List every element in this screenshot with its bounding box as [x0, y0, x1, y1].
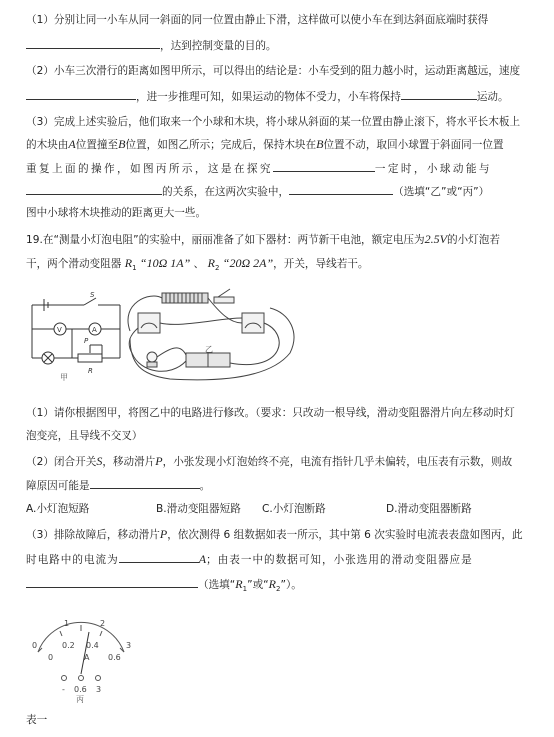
ammeter-dial-bing	[26, 612, 136, 704]
q18-part1-line2: ，达到控制变量的目的。	[26, 37, 277, 53]
option-b[interactable]: B.滑动变阻器短路	[156, 503, 241, 515]
q19-part3-line3: （选填“$R_1$”或“$R_2$”）。	[26, 576, 302, 596]
option-a[interactable]: A.小灯泡短路	[26, 503, 90, 515]
dial-top-tick: 2	[100, 619, 106, 628]
ammeter-label: A	[92, 326, 97, 334]
option-d[interactable]: D.滑动变阻器断路	[386, 503, 472, 515]
answer-blank[interactable]	[26, 37, 160, 49]
terminal-label: -	[62, 685, 65, 694]
q18-part3-line5: 图中小球将木块推动的距离更大一些。	[26, 207, 207, 219]
q18-part3-line1: （3）完成上述实验后，他们取来一个小球和木块，将小球从斜面的某一位置由静止滚下，将水平长木板上	[26, 116, 521, 128]
answer-blank[interactable]	[26, 576, 198, 588]
switch-label: S	[90, 291, 95, 299]
q19-part3-line2: 时电路中的电流为 A；由表一中的数据可知，小张选用的滑动变阻器应是	[26, 552, 473, 566]
circuit-figures	[20, 283, 320, 383]
dial-top-tick: 3	[126, 641, 132, 650]
q18-part3-line2: 的木块由A位置撞至B位置，如图乙所示；完成后，保持木块在B位置不动，取回小球置于斜面同一位置	[26, 137, 504, 151]
q19-part1-line2: 泡变亮，且导线不交叉）	[26, 430, 143, 442]
q18-part1-line1: （1）分别让同一小车从同一斜面的同一位置由静止下滑，这样做可以使小车在到达斜面底端时获得	[26, 14, 489, 26]
schematic-jia	[32, 298, 120, 364]
terminal-label: 0.6	[74, 685, 87, 694]
rheostat-label: R	[88, 367, 93, 375]
q19-part2-line1: （2）闭合开关S，移动滑片P，小张发现小灯泡始终不亮，电流有指针几乎未偏转，电压表有示数，则故	[26, 454, 513, 468]
answer-blank[interactable]	[119, 551, 199, 563]
answer-blank[interactable]	[90, 477, 200, 489]
answer-blank[interactable]	[26, 183, 162, 195]
figure-jia-label: 甲	[60, 373, 68, 382]
answer-blank[interactable]	[289, 183, 393, 195]
dial-top-tick: 0	[32, 641, 38, 650]
q19-part1-line1: （1）请你根据图甲，将图乙中的电路进行修改。（要求：只改动一根导线，滑动变阻器滑片向左移动时灯	[26, 407, 515, 419]
figure-yi-label: 乙	[205, 345, 213, 354]
dial-unit: A	[84, 653, 90, 662]
answer-blank[interactable]	[401, 88, 477, 100]
terminal-label: 3	[96, 685, 102, 694]
q18-part3-line3: 重复上面的操作，如图丙所示，这是在探究 一定时，小球动能与	[26, 160, 492, 176]
q19-part2-line2: 障原因可能是 。	[26, 477, 210, 493]
figure-bing-label: 丙	[76, 695, 84, 704]
q18-part2-line1: （2）小车三次滑行的距离如图甲所示，可以得出的结论是：小车受到的阻力越小时，运动距离越远，速度	[26, 65, 521, 77]
answer-blank[interactable]	[26, 88, 136, 100]
q19-part3-line1: （3）排除故障后，移动滑片P，依次测得 6 组数据如表一所示，其中第 6 次实验时电流表表盘如图丙，此	[26, 527, 523, 541]
option-c[interactable]: C.小灯泡断路	[262, 503, 326, 515]
physical-circuit-yi	[128, 289, 294, 380]
dial-bottom-tick: 0.4	[86, 641, 99, 650]
voltmeter-label: V	[57, 326, 62, 334]
dial-bottom-tick: 0.2	[62, 641, 75, 650]
dial-bottom-tick: 0.6	[108, 653, 121, 662]
dial-bottom-tick: 0	[48, 653, 54, 662]
slider-label: P	[84, 337, 89, 345]
q18-part2-line2: ，进一步推理可知，如果运动的物体不受力，小车将保持 运动。	[26, 88, 509, 104]
dial-top-tick: 1	[64, 619, 70, 628]
q18-part3-line4: 的关系，在这两次实验中， （选填“乙”或“丙”）	[26, 183, 489, 199]
q19-intro-line1: 19.在“测量小灯泡电阻”的实验中，丽丽准备了如下器材：两节新干电池，额定电压为2.5V的小灯泡若	[26, 232, 500, 246]
answer-blank[interactable]	[273, 160, 375, 172]
table-title: 表一	[26, 714, 48, 726]
q19-intro-line2: 干，两个滑动变阻器 $R_1$ “10Ω 1A” 、 $R_2$ “20Ω 2A”，开关，导线若干。	[26, 256, 369, 273]
